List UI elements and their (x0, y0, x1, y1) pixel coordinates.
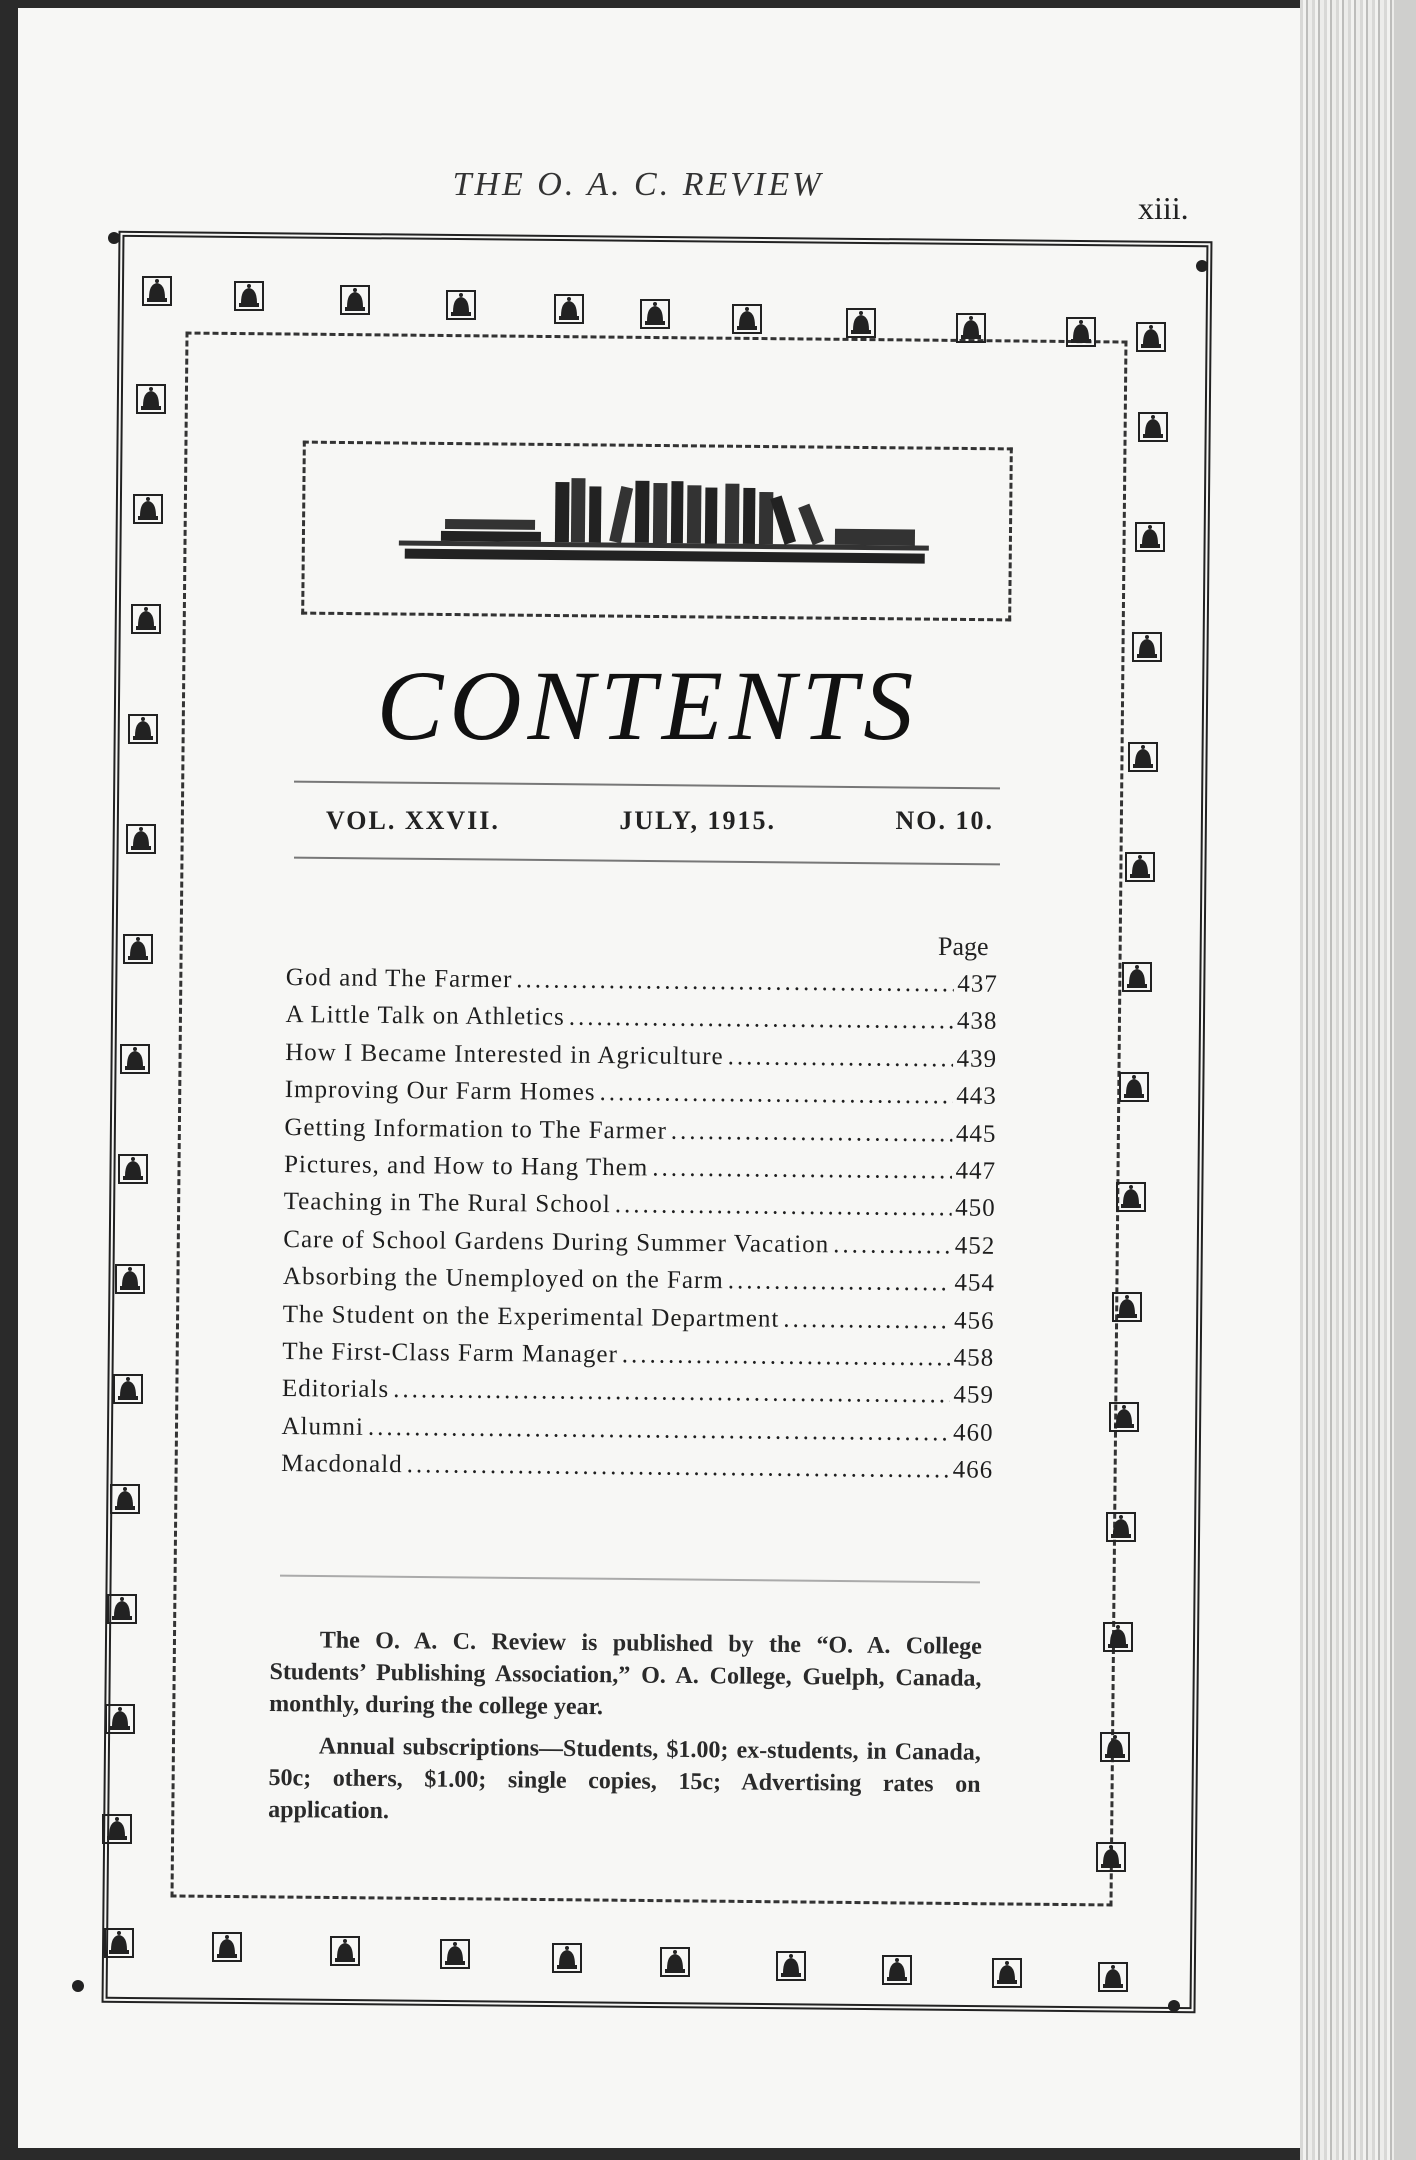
book-page-edges (1300, 0, 1416, 2160)
table-of-contents (281, 964, 998, 1494)
leader-dots (783, 1305, 950, 1335)
page-title: CONTENTS (376, 650, 920, 761)
toc-title: Improving Our Farm Homes (284, 1076, 596, 1107)
bell-ornament-icon (338, 283, 372, 317)
bell-ornament-icon (954, 311, 988, 345)
toc-page: 456 (953, 1306, 995, 1335)
toc-page: 445 (955, 1120, 997, 1148)
bell-ornament-icon (1114, 1180, 1148, 1214)
leader-dots (671, 1117, 952, 1148)
bell-ornament-icon (1104, 1510, 1138, 1544)
leader-dots (407, 1451, 949, 1484)
toc-title: How I Became Interested in Agriculture (285, 1038, 724, 1070)
toc-title: The First-Class Farm Manager (282, 1337, 618, 1369)
leader-dots (516, 966, 953, 998)
toc-title: Macdonald (281, 1450, 403, 1479)
bell-ornament-icon (140, 274, 174, 308)
toc-page-header: Page (938, 932, 989, 961)
bell-ornament-icon (328, 1934, 362, 1968)
bell-ornament-icon (113, 1262, 147, 1296)
leader-dots (615, 1192, 952, 1223)
bell-ornament-icon (774, 1949, 808, 1983)
toc-page: 447 (955, 1157, 997, 1185)
bell-ornament-icon (1098, 1730, 1132, 1764)
publisher-note: The O. A. C. Review is published by the “O. A. College Students’ Publishing Association,” O. A. College, Guelph, Canada, monthly, during the college year. (269, 1627, 982, 1721)
bell-ornament-icon (552, 292, 586, 326)
toc-page: 439 (956, 1045, 998, 1073)
bell-ornament-icon (1133, 520, 1167, 554)
leader-dots (728, 1267, 951, 1297)
running-head: THE O. A. C. REVIEW (452, 166, 824, 203)
bookshelf-illustration (304, 444, 1006, 615)
toc-row (281, 1450, 993, 1494)
bell-ornament-icon (124, 822, 158, 856)
toc-page: 459 (953, 1381, 995, 1410)
bell-ornament-icon (1136, 410, 1170, 444)
bell-ornament-icon (1096, 1960, 1130, 1994)
bell-ornament-icon (103, 1702, 137, 1736)
leader-dots (599, 1079, 952, 1110)
bell-ornament-icon (102, 1926, 136, 1960)
bell-ornament-icon (1123, 850, 1157, 884)
leader-dots (728, 1043, 953, 1073)
books-vignette-frame (301, 441, 1013, 622)
bell-ornament-icon (658, 1945, 692, 1979)
toc-title: Alumni (281, 1412, 365, 1441)
toc-page: 438 (956, 1007, 998, 1036)
toc-title: God and The Farmer (285, 964, 513, 994)
bell-ornament-icon (1117, 1070, 1151, 1104)
bell-ornament-icon (118, 1042, 152, 1076)
toc-page: 450 (955, 1194, 996, 1223)
bell-ornament-icon (550, 1941, 584, 1975)
toc-title: Care of School Gardens During Summer Vacation (283, 1225, 830, 1258)
toc-page: 452 (954, 1232, 996, 1260)
toc-title: Pictures, and How to Hang Them (283, 1150, 649, 1182)
corner-dot (1196, 260, 1208, 272)
toc-title: The Student on the Experimental Department (282, 1300, 780, 1333)
bell-ornament-icon (880, 1953, 914, 1987)
toc-title: Absorbing the Unemployed on the Farm (282, 1263, 724, 1295)
toc-title: A Little Talk on Athletics (285, 1001, 565, 1032)
bell-ornament-icon (131, 492, 165, 526)
bell-ornament-icon (121, 932, 155, 966)
toc-page: 458 (953, 1344, 995, 1372)
leader-dots (652, 1154, 952, 1185)
date-label: JULY, 1915. (619, 806, 776, 835)
bell-ornament-icon (1101, 1620, 1135, 1654)
document-page (18, 8, 1338, 2148)
bell-ornament-icon (108, 1482, 142, 1516)
number-label: NO. 10. (895, 806, 994, 835)
toc-title: Teaching in The Rural School (283, 1188, 611, 1219)
bell-ornament-icon (232, 279, 266, 313)
bell-ornament-icon (134, 382, 168, 416)
bell-ornament-icon (100, 1812, 134, 1846)
bell-ornament-icon (116, 1152, 150, 1186)
corner-dot (72, 1980, 84, 1992)
toc-title: Getting Information to The Farmer (284, 1113, 667, 1145)
toc-title: Editorials (281, 1375, 390, 1404)
bell-ornament-icon (638, 297, 672, 331)
toc-page: 437 (957, 970, 998, 998)
bell-ornament-icon (1110, 1290, 1144, 1324)
leader-dots (622, 1341, 950, 1372)
leader-dots (368, 1413, 949, 1447)
toc-page: 466 (952, 1456, 994, 1484)
corner-dot (108, 232, 120, 244)
bell-ornament-icon (1120, 960, 1154, 994)
issue-line (326, 806, 994, 836)
bell-ornament-icon (1064, 315, 1098, 349)
bell-ornament-icon (844, 306, 878, 340)
leader-dots (569, 1004, 953, 1036)
toc-page: 454 (954, 1269, 996, 1297)
toc-page: 443 (956, 1082, 997, 1111)
bell-ornament-icon (111, 1372, 145, 1406)
corner-dot (1168, 2000, 1180, 2012)
bell-ornament-icon (1107, 1400, 1141, 1434)
leader-dots (393, 1376, 950, 1409)
publication-notice (268, 1624, 982, 1843)
bell-ornament-icon (210, 1930, 244, 1964)
bell-ornament-icon (129, 602, 163, 636)
volume-label: VOL. XXVII. (326, 806, 500, 835)
bell-ornament-icon (438, 1937, 472, 1971)
bell-ornament-icon (1094, 1840, 1128, 1874)
page-number: xiii. (1138, 190, 1189, 226)
bell-ornament-icon (990, 1956, 1024, 1990)
bell-ornament-icon (1134, 320, 1168, 354)
bell-ornament-icon (730, 302, 764, 336)
bell-ornament-icon (105, 1592, 139, 1626)
bell-ornament-icon (444, 288, 478, 322)
subscription-note: Annual subscriptions—Students, $1.00; ex-students, in Canada, 50c; others, $1.00; single copies, 15c; Advertising rates on application. (268, 1733, 981, 1825)
toc-page: 460 (952, 1419, 994, 1447)
leader-dots (833, 1231, 951, 1260)
